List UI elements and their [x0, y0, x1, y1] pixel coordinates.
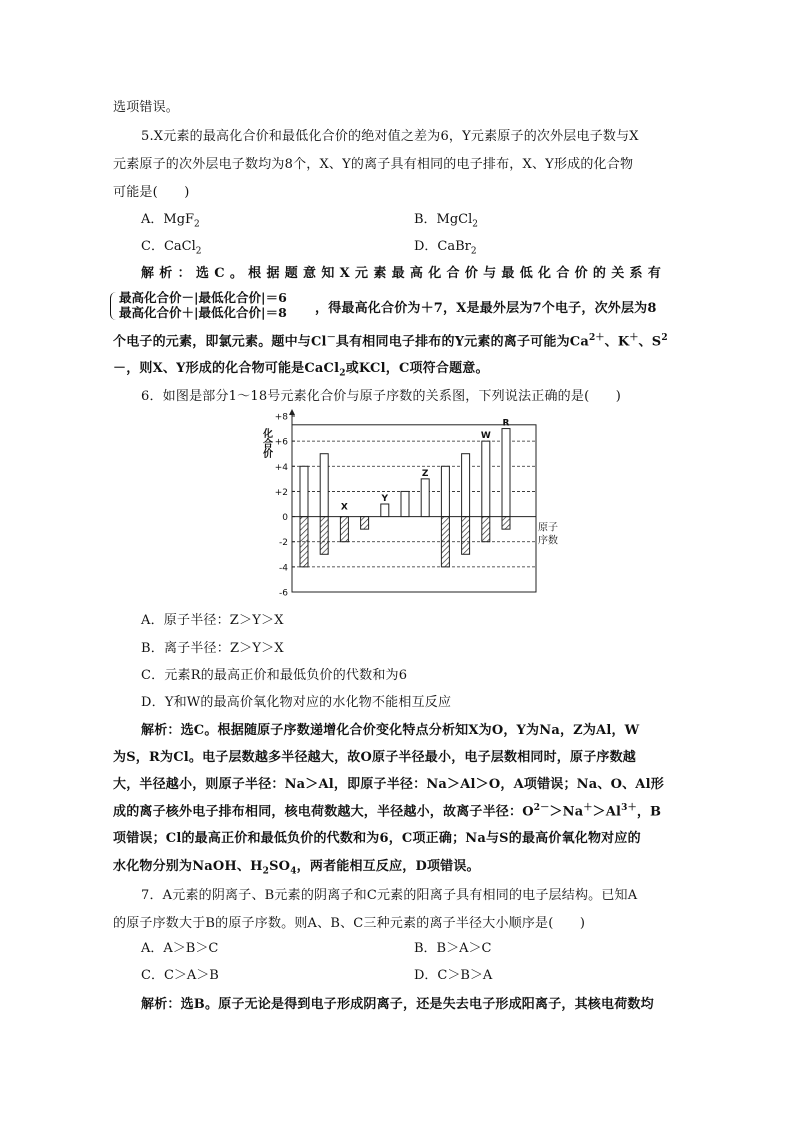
equation-brace — [110, 292, 119, 320]
q6-analysis-line-4: 成的离子核外电子排布相同，核电荷数越大，半径越小，故离子半径：$O^{2-}>Na^+>Al^{3+}$，B — [113, 803, 662, 820]
x-axis-label: 原子 — [538, 522, 558, 534]
question-7-line-2: 的原子序数大于B的原子序数。则A、B、C三种元素的离子半径大小顺序是( ) — [113, 916, 586, 931]
negative-bar — [361, 517, 369, 530]
equation-2: 最高化合价＋|最低化合价|＝8 — [119, 305, 287, 320]
negative-bar — [441, 517, 449, 567]
question-7-line-1: 7．A元素的阴离子、B元素的阴离子和C元素的阳离子具有相同的电子层结构。已知A — [141, 888, 638, 903]
negative-bar — [300, 517, 308, 567]
bar-label: Z — [421, 468, 429, 479]
q5-option-d: D．CaBr$_2$ — [414, 239, 477, 257]
q7-option-b: B．B＞A＞C — [414, 941, 492, 956]
y-axis-arrow — [289, 409, 295, 415]
q6-option-a: A．原子半径：Z＞Y＞X — [141, 613, 284, 628]
negative-bar — [320, 517, 328, 555]
q6-analysis-line-2: 为S，R为Cl。电子层数越多半径越大，故O原子半径最小，电子层数相同时，原子序数越 — [113, 750, 637, 765]
q6-analysis-line-3: 大，半径越小，则原子半径：Na＞Al，即原子半径：Na＞Al＞O，A项错误；Na、O、Al形 — [113, 777, 664, 792]
q5-option-c: C．CaCl$_2$ — [141, 239, 202, 257]
negative-bar — [502, 517, 510, 530]
q6-analysis-line-1: 解析：选C。根据随原子序数递增化合价变化特点分析知X为O，Y为Na，Z为Al，W — [141, 723, 640, 738]
y-tick-label: -4 — [279, 563, 288, 574]
q6-option-d: D．Y和W的最高价氧化物对应的水化物不能相互反应 — [141, 695, 452, 710]
text-line: 选项错误。 — [113, 100, 180, 115]
q5-analysis-line-4: －，则X、Y形成的化合物可能是CaCl$_2$或KCl，C项符合题意。 — [113, 361, 489, 379]
q5-option-a: A．MgF$_2$ — [141, 212, 200, 230]
positive-bar — [300, 466, 308, 516]
equation-1: 最高化合价－|最低化合价|＝6 — [119, 290, 287, 305]
question-5-line-1: 5.X元素的最高化合价和最低化合价的绝对值之差为6，Y元素原子的次外层电子数与X — [141, 129, 639, 144]
q6-option-b: B．离子半径：Z＞Y＞X — [141, 641, 284, 656]
y-tick-label: -6 — [279, 588, 288, 598]
positive-bar — [320, 454, 328, 517]
q7-option-a: A．A＞B＞C — [141, 941, 219, 956]
q5-analysis-line-2: ，得最高化合价为＋7，X是最外层为7个电子，次外层为8 — [315, 301, 657, 316]
bar-label: X — [340, 502, 348, 513]
positive-bar — [401, 491, 409, 516]
q7-analysis-line-1: 解析：选B。原子无论是得到电子形成阴离子，还是失去电子形成阳离子，其核电荷数均 — [141, 997, 654, 1012]
question-5-line-3: 可能是( ) — [113, 185, 190, 200]
y-tick-label: +2 — [274, 487, 288, 498]
question-6-line-1: 6．如图是部分1～18号元素化合价与原子序数的关系图，下列说法正确的是( ) — [141, 389, 622, 404]
q7-option-c: C．C＞A＞B — [141, 968, 219, 983]
y-axis-label: 化合价 — [260, 428, 272, 458]
y-tick-label: +6 — [274, 437, 288, 448]
y-tick-label: +8 — [274, 412, 288, 423]
negative-bar — [340, 517, 348, 542]
bar-label: W — [480, 431, 491, 442]
q6-option-c: C．元素R的最高正价和最低负价的代数和为6 — [141, 668, 408, 683]
y-tick-label: 0 — [282, 513, 288, 524]
positive-bar — [381, 504, 389, 517]
bar-label: Y — [381, 494, 389, 504]
q5-analysis-line-3: 个电子的元素，即氯元素。题中与Cl－具有相同电子排布的Y元素的离子可能为$Ca^{2+}$、K＋、$S^2$ — [113, 333, 668, 350]
q7-option-d: D．C＞B＞A — [414, 968, 493, 983]
y-tick-label: -2 — [279, 538, 288, 549]
x-axis-label-2: 序数 — [538, 535, 558, 547]
negative-bar — [482, 517, 490, 542]
q5-analysis-line-1: 解析：选C。根据题意知X元素最高化合价与最低化合价的关系有 — [141, 266, 667, 281]
question-5-line-2: 元素原子的次外层电子数均为8个，X、Y的离子具有相同的电子排布，X、Y形成的化合物 — [113, 157, 634, 172]
positive-bar — [421, 479, 429, 517]
positive-bar — [462, 454, 470, 517]
bar-label: R — [502, 418, 510, 429]
negative-bar — [462, 517, 470, 555]
positive-bar — [441, 466, 449, 516]
q5-option-b: B．MgCl$_2$ — [414, 212, 479, 230]
q6-analysis-line-5: 项错误；Cl的最高正价和最低负价的代数和为6，C项正确；Na与S的最高价氧化物对应的 — [113, 831, 641, 846]
q6-analysis-line-6: 水化物分别为NaOH、$H_2SO_4$，两者能相互反应，D项错误。 — [113, 859, 480, 877]
y-tick-label: +4 — [274, 462, 288, 473]
positive-bar — [482, 441, 490, 516]
positive-bar — [502, 429, 510, 517]
valence-chart — [258, 408, 578, 598]
